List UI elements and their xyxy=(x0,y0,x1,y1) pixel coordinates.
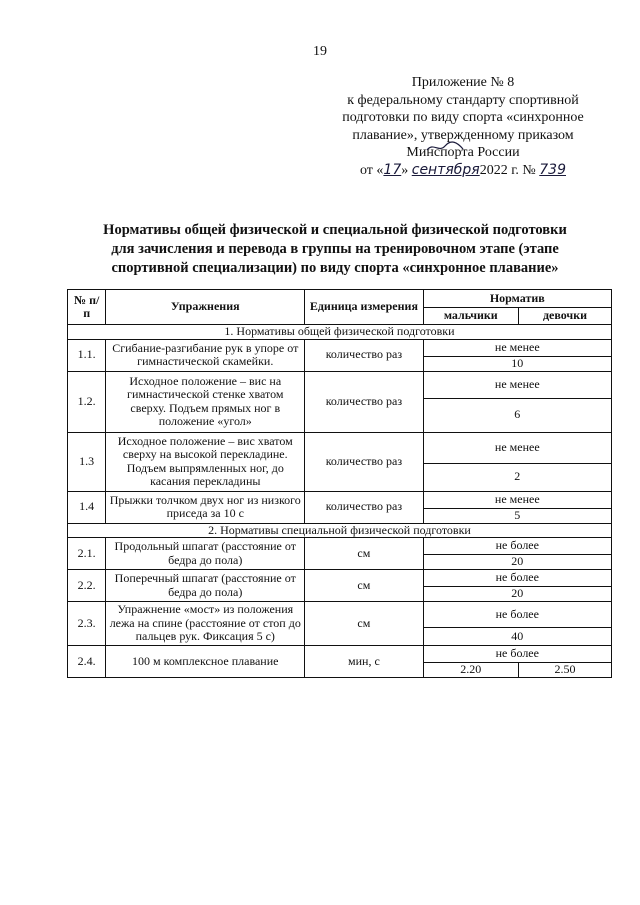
header-unit: Единица измерения xyxy=(305,290,423,325)
row-condition: не менее xyxy=(423,432,611,463)
row-num: 2.3. xyxy=(68,602,106,646)
row-exercise: Исходное положение – вис на гимнастической стенке хватом сверху. Подъем прямых ног в положение «угол» xyxy=(106,371,305,432)
row-condition: не более xyxy=(423,570,611,587)
row-unit: количество раз xyxy=(305,371,423,432)
row-num: 1.4 xyxy=(68,491,106,523)
norms-table xyxy=(67,289,612,678)
header-boys: мальчики xyxy=(423,308,518,325)
appendix-line: подготовки по виду спорта «синхронное xyxy=(342,110,584,125)
header-exercise: Упражнения xyxy=(106,290,305,325)
section-title: 2. Нормативы специальной физической подготовки xyxy=(68,523,612,538)
row-exercise: Исходное положение – вис хватом сверху на высокой перекладине. Подъем выпрямленных ног, до касания перекладины xyxy=(106,432,305,491)
date-prefix: от « xyxy=(359,162,384,178)
row-unit: мин, с xyxy=(305,646,423,678)
signature-mark xyxy=(425,140,465,159)
appendix-line: Минспорта России xyxy=(406,145,520,160)
row-value: 2 xyxy=(423,463,611,491)
row-exercise: Поперечный шпагат (расстояние от бедра до пола) xyxy=(106,570,305,602)
document-title xyxy=(60,221,610,278)
row-value: 10 xyxy=(423,356,611,371)
row-num: 1.3 xyxy=(68,432,106,491)
row-condition: не более xyxy=(423,538,611,555)
order-date-line xyxy=(318,162,608,180)
row-num: 1.1. xyxy=(68,339,106,371)
row-value: 5 xyxy=(423,508,611,523)
header-num: № п/п xyxy=(68,290,106,325)
title-line: спортивной специализации) по виду спорта «синхронное плавание» xyxy=(111,260,559,276)
row-condition: не более xyxy=(423,646,611,663)
row-exercise: 100 м комплексное плавание xyxy=(106,646,305,678)
handwritten-order-number: 739 xyxy=(539,161,566,178)
row-exercise: Упражнение «мост» из положения лежа на спине (расстояние от стоп до пальцев рук. Фиксация 5 с) xyxy=(106,602,305,646)
title-line: для зачисления и перевода в группы на тренировочном этапе (этапе xyxy=(111,241,559,257)
row-condition: не более xyxy=(423,602,611,628)
page-number: 19 xyxy=(313,44,327,59)
header-norm: Норматив xyxy=(423,290,611,308)
row-value: 20 xyxy=(423,587,611,602)
date-year: 2022 г. № xyxy=(479,162,536,178)
handwritten-month: сентября xyxy=(411,161,480,178)
row-value: 40 xyxy=(423,628,611,646)
row-value-girls: 2.50 xyxy=(518,663,611,678)
row-exercise: Продольный шпагат (расстояние от бедра до пола) xyxy=(106,538,305,570)
row-condition: не менее xyxy=(423,371,611,398)
row-unit: см xyxy=(305,570,423,602)
appendix-header xyxy=(318,74,608,179)
header-girls: девочки xyxy=(518,308,611,325)
row-value-boys: 2.20 xyxy=(423,663,518,678)
appendix-line: плавание», утвержденному приказом xyxy=(352,127,574,143)
row-exercise: Прыжки толчком двух ног из низкого приседа за 10 с xyxy=(106,491,305,523)
section-title: 1. Нормативы общей физической подготовки xyxy=(68,325,612,340)
row-exercise: Сгибание-разгибание рук в упоре от гимнастической скамейки. xyxy=(106,339,305,371)
row-unit: количество раз xyxy=(305,339,423,371)
row-num: 2.4. xyxy=(68,646,106,678)
row-num: 2.1. xyxy=(68,538,106,570)
row-unit: количество раз xyxy=(305,432,423,491)
row-value: 6 xyxy=(423,398,611,432)
handwritten-day: 17 xyxy=(383,161,402,178)
row-num: 2.2. xyxy=(68,570,106,602)
row-condition: не менее xyxy=(423,339,611,356)
row-unit: см xyxy=(305,602,423,646)
row-num: 1.2. xyxy=(68,371,106,432)
row-value: 20 xyxy=(423,555,611,570)
row-unit: см xyxy=(305,538,423,570)
appendix-line: к федеральному стандарту спортивной xyxy=(347,92,579,108)
row-condition: не менее xyxy=(423,491,611,508)
appendix-title: Приложение № 8 xyxy=(411,75,515,90)
row-unit: количество раз xyxy=(305,491,423,523)
title-line: Нормативы общей физической и специальной физической подготовки xyxy=(103,222,567,238)
date-middle: » xyxy=(401,162,409,178)
